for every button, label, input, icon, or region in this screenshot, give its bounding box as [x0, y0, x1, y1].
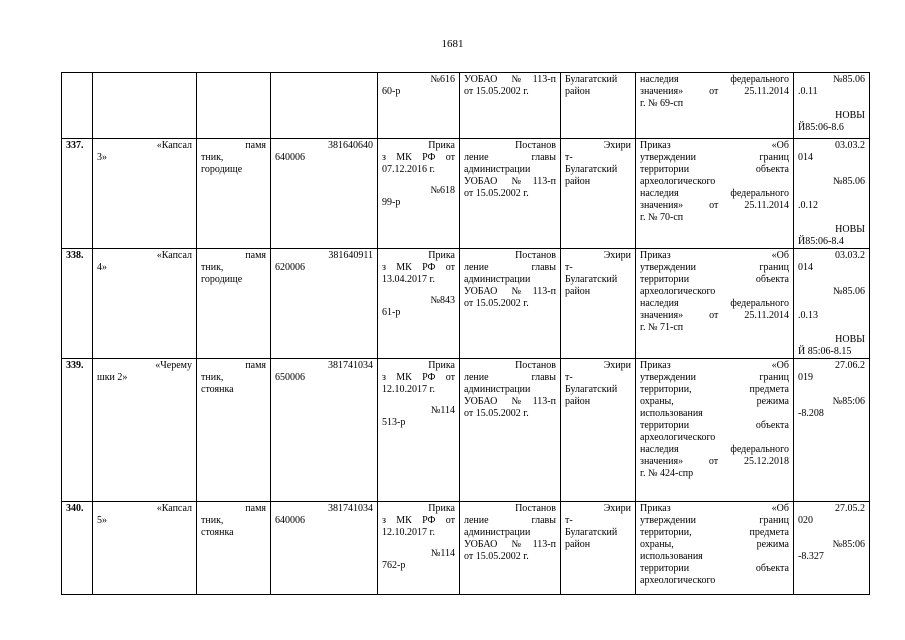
- row-number: 338.: [66, 250, 84, 261]
- cell-line: 620006: [275, 262, 305, 273]
- cell-line: .0.12: [798, 200, 818, 211]
- cell-line: тник,: [201, 515, 224, 526]
- cell-line: Эхири: [603, 140, 631, 151]
- cell-line: т-: [565, 372, 573, 383]
- cell-line: Прика: [428, 140, 455, 151]
- cell-line: от 15.05.2002 г.: [464, 86, 529, 97]
- cell-line: археологического: [640, 176, 716, 187]
- row-number-cell: [62, 359, 93, 502]
- cell-line: 513-р: [382, 417, 406, 428]
- row-number-cell: [62, 139, 93, 249]
- cell-line: Й85:06-8.4: [798, 236, 844, 247]
- cell-line: район: [565, 176, 591, 187]
- cell-line: 27.06.2: [835, 360, 865, 371]
- cell-line: археологического: [640, 432, 716, 443]
- ministry-order-cell: [378, 73, 460, 139]
- cell-line: памя: [245, 503, 266, 514]
- cell-line: №616: [430, 74, 455, 85]
- cell-line: наследия федерального: [640, 188, 789, 199]
- cell-line: использования: [640, 408, 703, 419]
- cell-line: «Капсал: [156, 250, 192, 261]
- cell-line: наследия федерального: [640, 74, 789, 85]
- object-name-cell: [93, 502, 197, 595]
- cell-line: «Капсал: [156, 140, 192, 151]
- table-row: [62, 359, 870, 502]
- cell-line: №114: [430, 548, 455, 559]
- cell-line: стоянка: [201, 384, 234, 395]
- cell-line: 61-р: [382, 307, 401, 318]
- location-cell: [561, 73, 636, 139]
- cell-line: 60-р: [382, 86, 401, 97]
- cell-line: администрации: [464, 527, 531, 538]
- legal-act-cell: [636, 502, 794, 595]
- cell-line: Булагатский: [565, 384, 618, 395]
- cell-line: от 15.05.2002 г.: [464, 298, 529, 309]
- cell-line: з МК РФ от: [382, 515, 455, 526]
- row-number-cell: [62, 73, 93, 139]
- cell-line: 03.03.2: [835, 250, 865, 261]
- cell-line: ление главы: [464, 152, 556, 163]
- cell-line: Булагатский: [565, 74, 618, 85]
- registry-code-cell: [271, 249, 378, 359]
- cell-line: УОБАО №113-п: [464, 74, 556, 85]
- cell-line: памя: [245, 250, 266, 261]
- cell-line: Постанов: [515, 140, 556, 151]
- cell-line: Й 85:06-8.15: [798, 346, 852, 357]
- cell-line: 99-р: [382, 197, 401, 208]
- decree-cell: [460, 249, 561, 359]
- ministry-order-cell: [378, 139, 460, 249]
- cell-line: 27.05.2: [835, 503, 865, 514]
- table-row: [62, 73, 870, 139]
- object-name-cell: [93, 139, 197, 249]
- cell-line: НОВЫ: [835, 334, 865, 345]
- cell-line: территории объекта: [640, 420, 789, 431]
- cell-line: утверждении границ: [640, 262, 789, 273]
- cell-line: Эхири: [603, 360, 631, 371]
- cell-line: утверждении границ: [640, 515, 789, 526]
- cell-line: городище: [201, 164, 243, 175]
- cell-line: тник,: [201, 152, 224, 163]
- cell-line: №85.06: [832, 74, 865, 85]
- cell-line: администрации: [464, 164, 531, 175]
- cell-line: охраны, режима: [640, 396, 789, 407]
- cell-line: от 15.05.2002 г.: [464, 188, 529, 199]
- cell-line: археологического: [640, 575, 716, 586]
- cell-line: т-: [565, 262, 573, 273]
- decree-cell: [460, 73, 561, 139]
- cell-line: администрации: [464, 274, 531, 285]
- page-number: 1681: [441, 38, 464, 50]
- cell-line: №114: [430, 405, 455, 416]
- cell-line: -8.208: [798, 408, 824, 419]
- location-cell: [561, 139, 636, 249]
- object-name-cell: [93, 359, 197, 502]
- heritage-registry-table: [61, 72, 870, 595]
- row-number: 337.: [66, 140, 84, 151]
- cell-line: «Черему: [155, 360, 192, 371]
- cell-line: Й85:06-8.6: [798, 122, 844, 133]
- cell-line: тник,: [201, 262, 224, 273]
- legal-act-cell: [636, 359, 794, 502]
- cell-line: г. № 71-сп: [640, 322, 684, 333]
- cell-line: от 15.05.2002 г.: [464, 551, 529, 562]
- registration-number-cell: [794, 139, 870, 249]
- cell-line: значения» от 25.11.2014: [640, 200, 789, 211]
- registration-number-cell: [794, 249, 870, 359]
- cell-line: з МК РФ от: [382, 372, 455, 383]
- decree-cell: [460, 359, 561, 502]
- cell-line: 07.12.2016 г.: [382, 164, 435, 175]
- cell-line: .0.11: [798, 86, 818, 97]
- cell-line: шки 2»: [97, 372, 128, 383]
- ministry-order-cell: [378, 502, 460, 595]
- cell-line: администрации: [464, 384, 531, 395]
- cell-line: памя: [245, 360, 266, 371]
- legal-act-cell: [636, 73, 794, 139]
- cell-line: НОВЫ: [835, 224, 865, 235]
- cell-line: памя: [245, 140, 266, 151]
- registration-number-cell: [794, 73, 870, 139]
- cell-line: 762-р: [382, 560, 406, 571]
- cell-line: 12.10.2017 г.: [382, 384, 435, 395]
- cell-line: №85:06: [832, 539, 865, 550]
- cell-line: Эхири: [603, 503, 631, 514]
- cell-line: утверждении границ: [640, 372, 789, 383]
- cell-line: 381741034: [328, 360, 373, 371]
- cell-line: з МК РФ от: [382, 152, 455, 163]
- cell-line: УОБАО №113-п: [464, 396, 556, 407]
- cell-line: Приказ «Об: [640, 140, 789, 151]
- cell-line: от 15.05.2002 г.: [464, 408, 529, 419]
- cell-line: 381640911: [328, 250, 373, 261]
- cell-line: УОБАО №113-п: [464, 286, 556, 297]
- row-number: 340.: [66, 503, 84, 514]
- legal-act-cell: [636, 139, 794, 249]
- cell-line: №85:06: [832, 396, 865, 407]
- registration-number-cell: [794, 359, 870, 502]
- cell-line: 3»: [97, 152, 107, 163]
- cell-line: .0.13: [798, 310, 818, 321]
- cell-line: 640006: [275, 515, 305, 526]
- cell-line: Прика: [428, 503, 455, 514]
- cell-line: территории, предмета: [640, 527, 789, 538]
- cell-line: Приказ «Об: [640, 360, 789, 371]
- cell-line: т-: [565, 515, 573, 526]
- cell-line: ление главы: [464, 262, 556, 273]
- cell-line: значения» от 25.12.2018: [640, 456, 789, 467]
- cell-line: 12.10.2017 г.: [382, 527, 435, 538]
- cell-line: 019: [798, 372, 813, 383]
- registry-code-cell: [271, 502, 378, 595]
- cell-line: 020: [798, 515, 813, 526]
- cell-line: Приказ «Об: [640, 503, 789, 514]
- cell-line: Приказ «Об: [640, 250, 789, 261]
- cell-line: территории объекта: [640, 274, 789, 285]
- cell-line: район: [565, 539, 591, 550]
- cell-line: Эхири: [603, 250, 631, 261]
- object-type-cell: [197, 502, 271, 595]
- cell-line: 014: [798, 152, 813, 163]
- object-name-cell: [93, 249, 197, 359]
- cell-line: значения» от 25.11.2014: [640, 86, 789, 97]
- cell-line: 03.03.2: [835, 140, 865, 151]
- cell-line: Прика: [428, 360, 455, 371]
- row-number-cell: [62, 502, 93, 595]
- object-type-cell: [197, 249, 271, 359]
- cell-line: -8.327: [798, 551, 824, 562]
- cell-line: 381640640: [328, 140, 373, 151]
- cell-line: использования: [640, 551, 703, 562]
- cell-line: район: [565, 396, 591, 407]
- cell-line: ление главы: [464, 372, 556, 383]
- cell-line: з МК РФ от: [382, 262, 455, 273]
- cell-line: наследия федерального: [640, 298, 789, 309]
- object-type-cell: [197, 139, 271, 249]
- cell-line: 640006: [275, 152, 305, 163]
- location-cell: [561, 502, 636, 595]
- cell-line: район: [565, 286, 591, 297]
- cell-line: УОБАО №113-п: [464, 176, 556, 187]
- cell-line: НОВЫ: [835, 110, 865, 121]
- cell-line: 381741034: [328, 503, 373, 514]
- location-cell: [561, 359, 636, 502]
- registry-code-cell: [271, 359, 378, 502]
- cell-line: ление главы: [464, 515, 556, 526]
- cell-line: тник,: [201, 372, 224, 383]
- object-type-cell: [197, 73, 271, 139]
- cell-line: «Капсал: [156, 503, 192, 514]
- cell-line: 13.04.2017 г.: [382, 274, 435, 285]
- cell-line: территории, предмета: [640, 384, 789, 395]
- cell-line: территории объекта: [640, 164, 789, 175]
- cell-line: 650006: [275, 372, 305, 383]
- table-row: [62, 502, 870, 595]
- cell-line: г. № 69-сп: [640, 98, 684, 109]
- object-type-cell: [197, 359, 271, 502]
- cell-line: район: [565, 86, 591, 97]
- legal-act-cell: [636, 249, 794, 359]
- cell-line: т-: [565, 152, 573, 163]
- row-number-cell: [62, 249, 93, 359]
- ministry-order-cell: [378, 249, 460, 359]
- cell-line: Постанов: [515, 250, 556, 261]
- cell-line: №618: [430, 185, 455, 196]
- cell-line: утверждении границ: [640, 152, 789, 163]
- cell-line: г. № 424-спр: [640, 468, 694, 479]
- cell-line: Булагатский: [565, 164, 618, 175]
- location-cell: [561, 249, 636, 359]
- object-name-cell: [93, 73, 197, 139]
- registration-number-cell: [794, 502, 870, 595]
- cell-line: Постанов: [515, 360, 556, 371]
- cell-line: Булагатский: [565, 274, 618, 285]
- decree-cell: [460, 502, 561, 595]
- cell-line: территории объекта: [640, 563, 789, 574]
- cell-line: Постанов: [515, 503, 556, 514]
- cell-line: стоянка: [201, 527, 234, 538]
- cell-line: №843: [430, 295, 455, 306]
- cell-line: г. № 70-сп: [640, 212, 684, 223]
- cell-line: значения» от 25.11.2014: [640, 310, 789, 321]
- cell-line: археологического: [640, 286, 716, 297]
- cell-line: 4»: [97, 262, 107, 273]
- registry-code-cell: [271, 139, 378, 249]
- table-row: [62, 249, 870, 359]
- cell-line: охраны, режима: [640, 539, 789, 550]
- cell-line: Прика: [428, 250, 455, 261]
- cell-line: №85.06: [832, 176, 865, 187]
- cell-line: Булагатский: [565, 527, 618, 538]
- cell-line: №85.06: [832, 286, 865, 297]
- decree-cell: [460, 139, 561, 249]
- table-row: [62, 139, 870, 249]
- cell-line: УОБАО №113-п: [464, 539, 556, 550]
- cell-line: 5»: [97, 515, 107, 526]
- registry-code-cell: [271, 73, 378, 139]
- row-number: 339.: [66, 360, 84, 371]
- cell-line: городище: [201, 274, 243, 285]
- ministry-order-cell: [378, 359, 460, 502]
- cell-line: наследия федерального: [640, 444, 789, 455]
- cell-line: 014: [798, 262, 813, 273]
